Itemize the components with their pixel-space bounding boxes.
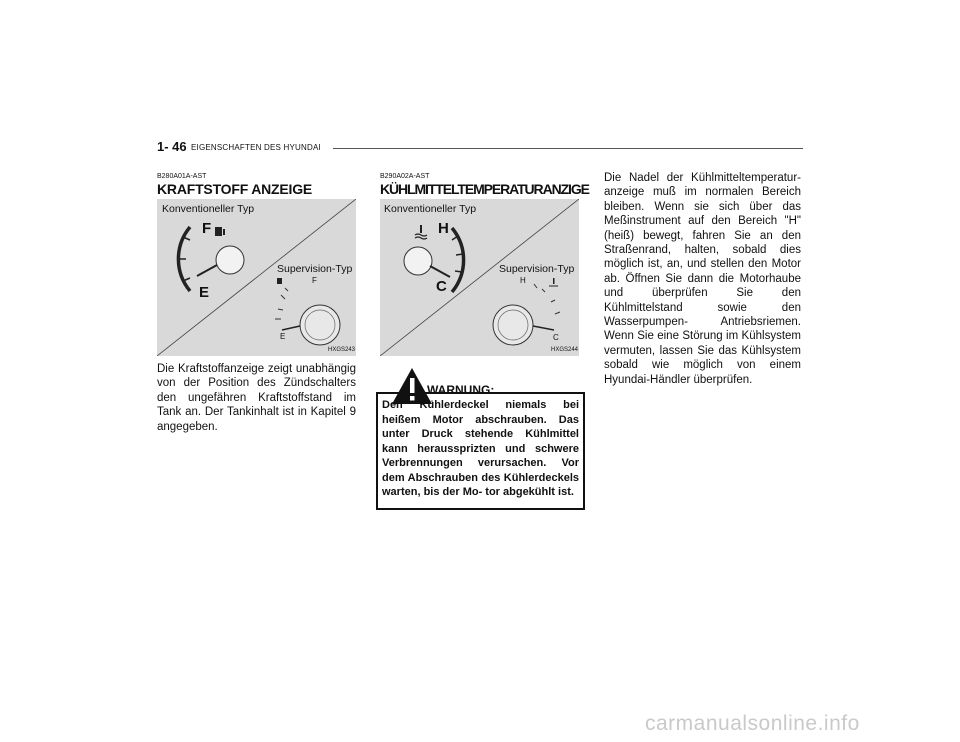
label-conventional-type: Konventioneller Typ <box>162 203 255 215</box>
chapter-title: EIGENSCHAFTEN DES HYUNDAI <box>191 143 321 152</box>
fuel-pump-icon <box>215 227 222 236</box>
coolant-gauge-figure <box>380 199 579 356</box>
gauge-hot-mark-small: H <box>520 276 526 285</box>
coolant-section-code: B290A02A-AST <box>380 173 430 180</box>
fuel-section-title: KRAFTSTOFF ANZEIGE <box>157 181 313 197</box>
gauge-empty-mark-small: E <box>280 332 286 341</box>
label-supervision-type: Supervision-Typ <box>277 263 353 275</box>
thermometer-icon <box>415 225 427 239</box>
fuel-description: Die Kraftstoffanzeige zeigt unabhängig von der Position des Zündschalters den ungefähren Kraftstoffstand im Tank an. Der Tankinhalt ist in Kapitel 9 angegeben. <box>157 363 356 433</box>
gauge-cold-mark: C <box>436 278 447 295</box>
coolant-description: Die Nadel der Kühlmitteltemperatur- anzeige muß im normalen Bereich bleiben. Wenn sie sich über das Meßinstrument auf den Bereich "H" (heiß) bewegt, fahren Sie an den Straßenrand, halten, sobald dies möglich ist, an, und stellen den Motor ab. Öffnen Sie dann die Motorhaube und überprüfen Sie den Kühlmittelstand sowie den Wasserpumpen- Antriebsriemen. Wenn Sie eine Störung im Kühlsystem vermuten, lassen Sie das Kühlsystem sobald wie möglich von einem Hyundai-Händler überprüfen. <box>604 172 801 386</box>
temp-gauge-supervision <box>493 278 560 345</box>
fuel-pump-icon-small <box>277 278 282 284</box>
label-conventional-type: Konventioneller Typ <box>384 203 477 215</box>
gauge-full-mark: F <box>202 220 212 237</box>
fuel-gauge-figure <box>157 199 356 356</box>
coolant-section-title: KÜHLMITTELTEMPERATURANZIGE <box>380 181 589 197</box>
gauge-empty-mark: E <box>199 284 210 301</box>
label-supervision-type: Supervision-Typ <box>499 263 575 275</box>
warning-text: Den Kühlerdeckel niemals bei heißem Motor abschrauben. Das unter Druck stehende Kühlmittel kann heraussprizten und schwere Verbrennungen verursachen. Vor dem Abschrauben des Kühlerdeckels warten, bis der Mo- tor abgekühlt ist. <box>382 399 579 498</box>
figure-code: HXGS243 <box>328 347 356 353</box>
figure-code: HXGS244 <box>551 347 579 353</box>
thermometer-icon-small <box>549 278 558 286</box>
temp-gauge-conventional <box>404 225 464 292</box>
gauge-cold-mark-small: C <box>553 333 559 342</box>
warning-title: WARNUNG: <box>427 383 495 397</box>
page-number: 1- 46 <box>157 139 187 154</box>
warning-box <box>376 383 585 510</box>
watermark: carmanualsonline.info <box>645 712 860 735</box>
gauge-hot-mark: H <box>438 220 449 237</box>
header-rule <box>333 148 803 149</box>
gauge-full-mark-small: F <box>312 276 317 285</box>
fuel-section-code: B280A01A-AST <box>157 173 207 180</box>
